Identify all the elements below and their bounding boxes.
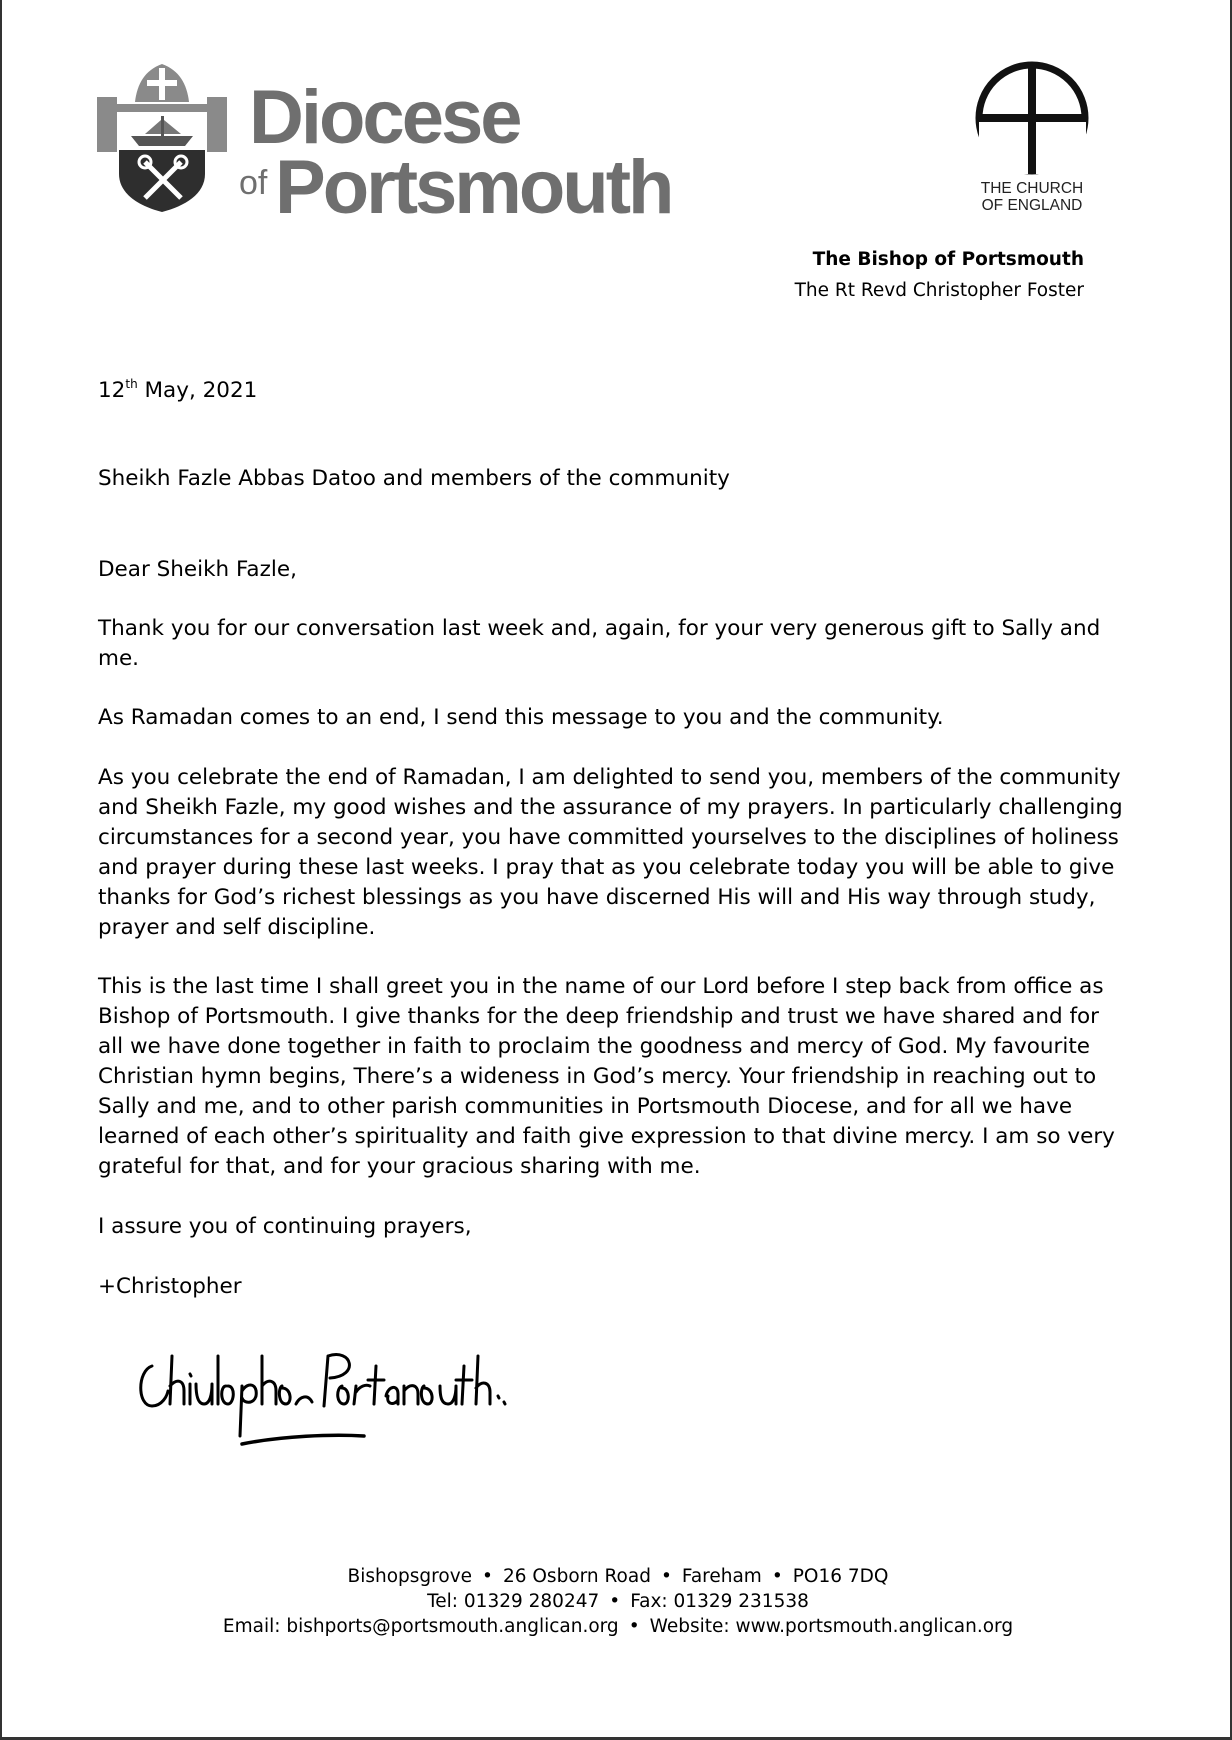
footer-separator: • bbox=[771, 1566, 783, 1587]
logo-word-portsmouth: Portsmouth bbox=[275, 145, 672, 230]
church-of-england-logo bbox=[962, 58, 1102, 218]
footer-address-line bbox=[2, 1564, 1232, 1589]
date-rest: May, 2021 bbox=[137, 378, 258, 403]
church-of-england-wordmark bbox=[962, 180, 1102, 214]
letter-date bbox=[98, 376, 1128, 406]
diocese-crest-icon bbox=[97, 62, 227, 212]
footer-separator: • bbox=[482, 1566, 493, 1587]
handwritten-signature bbox=[132, 1336, 532, 1456]
paragraph-2: As Ramadan comes to an end, I send this message to you and the community. bbox=[98, 705, 944, 730]
coe-line-2: OF ENGLAND bbox=[981, 197, 1083, 214]
signoff: +Christopher bbox=[98, 1274, 242, 1299]
footer-contact-line bbox=[2, 1614, 1232, 1639]
logo-word-diocese: Diocese bbox=[249, 75, 520, 160]
footer-fax: Fax: 01329 231538 bbox=[630, 1591, 809, 1612]
sender-title: The Bishop of Portsmouth bbox=[812, 249, 1084, 270]
footer-address bbox=[2, 1564, 1232, 1639]
coe-line-1: THE CHURCH bbox=[980, 180, 1084, 197]
sender-block bbox=[795, 244, 1084, 306]
footer-street: 26 Osborn Road bbox=[502, 1566, 651, 1587]
paragraph-4: This is the last time I shall greet you in the name of our Lord before I step back from office as Bishop of Portsmouth. I give thanks for the deep friendship and trust we have shared and for all we have done together in faith to proclaim the goodness and mercy of God. My favourite Christian hymn begins, There’s a wideness in God’s mercy. Your friendship in reaching out to Sally and me, and to other parish communities in Portsmouth Diocese, and for all we have learned of each other’s spirituality and faith give expression to that divine mercy. I am so very grateful for that, and for your gracious sharing with me. bbox=[98, 974, 1115, 1179]
paragraph-1: Thank you for our conversation last week and, again, for your very generous gift to Sally and me. bbox=[98, 616, 1101, 671]
salutation: Dear Sheikh Fazle, bbox=[98, 557, 297, 582]
footer-town: Fareham bbox=[681, 1566, 762, 1587]
footer-separator: • bbox=[628, 1616, 640, 1637]
footer-separator: • bbox=[660, 1566, 672, 1587]
logo-word-of: of bbox=[239, 164, 268, 202]
footer-separator: • bbox=[609, 1591, 621, 1612]
footer-postcode: PO16 7DQ bbox=[792, 1566, 889, 1587]
footer-tel: Tel: 01329 280247 bbox=[427, 1591, 600, 1612]
date-day: 12 bbox=[98, 378, 126, 403]
sender-name: The Rt Revd Christopher Foster bbox=[794, 280, 1084, 301]
recipient: Sheikh Fazle Abbas Datoo and members of the community bbox=[98, 466, 730, 491]
diocese-logo bbox=[97, 62, 672, 232]
date-suffix: th bbox=[125, 377, 138, 391]
footer-email[interactable]: Email: bishports@portsmouth.anglican.org bbox=[222, 1616, 619, 1637]
church-of-england-cross-icon bbox=[962, 58, 1102, 178]
paragraph-3: As you celebrate the end of Ramadan, I am delighted to send you, members of the community and Sheikh Fazle, my good wishes and the assurance of my prayers. In particularly challenging circumstances for a second year, you have committed yourselves to the disciplines of holiness and prayer during these last weeks. I pray that as you celebrate today you will be able to give thanks for God’s richest blessings as you have discerned His will and His way through study, prayer and self discipline. bbox=[98, 765, 1123, 940]
footer-website[interactable]: Website: www.portsmouth.anglican.org bbox=[649, 1616, 1014, 1637]
closing-line: I assure you of continuing prayers, bbox=[98, 1214, 472, 1239]
footer-phone-line bbox=[2, 1589, 1232, 1614]
footer-house: Bishopsgrove bbox=[347, 1566, 473, 1587]
